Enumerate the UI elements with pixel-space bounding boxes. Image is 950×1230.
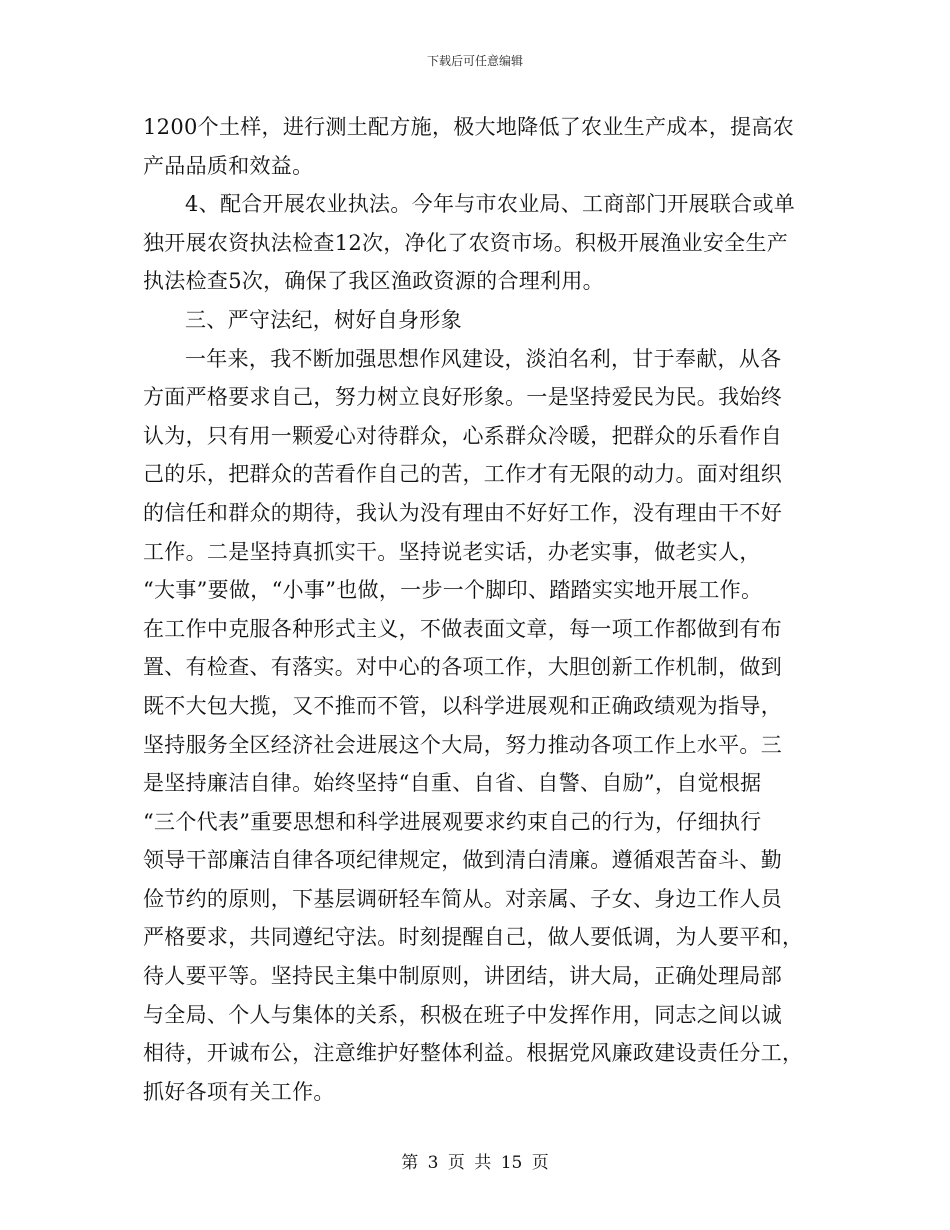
body-line: 己的乐，把群众的苦看作自己的苦，工作才有无限的动力。面对组织 bbox=[143, 462, 782, 487]
page-number-footer: 第 3 页 共 15 页 bbox=[401, 1153, 549, 1173]
body-line: 1200个土样，进行测土配方施，极大地降低了农业生产成本，提高农 bbox=[143, 115, 795, 139]
body-line: 坚持服务全区经济社会进展这个大局，努力推动各项工作上水平。三 bbox=[143, 732, 782, 757]
body-line: 领导干部廉洁自律各项纪律规定，做到清白清廉。遵循艰苦奋斗、勤 bbox=[143, 848, 782, 873]
body-line: “三个代表”重要思想和科学进展观要求约束自己的行为，仔细执行 bbox=[143, 809, 762, 834]
body-line: 方面严格要求自己，努力树立良好形象。一是坚持爱民为民。我始终 bbox=[143, 385, 782, 410]
body-line: 的信任和群众的期待，我认为没有理由不好好工作，没有理由干不好 bbox=[143, 500, 782, 525]
body-line: 与全局、个人与集体的关系，积极在班子中发挥作用，同志之间以诚 bbox=[143, 1002, 782, 1027]
body-line: 置、有检查、有落实。对中心的各项工作，大胆创新工作机制，做到 bbox=[143, 655, 782, 680]
page-header: 下载后可任意编辑 bbox=[426, 54, 523, 68]
body-line: 待人要平等。坚持民主集中制原则，讲团结，讲大局，正确处理局部 bbox=[143, 964, 782, 989]
document-body bbox=[143, 108, 811, 1111]
body-line: 产品品质和效益。 bbox=[143, 153, 314, 178]
body-line: 严格要求，共同遵纪守法。时刻提醒自己，做人要低调，为人要平和， bbox=[143, 925, 804, 950]
body-line: 相待，开诚布公，注意维护好整体利益。根据党风廉政建设责任分工， bbox=[143, 1041, 804, 1066]
body-line: 抓好各项有关工作。 bbox=[143, 1079, 335, 1104]
body-line: 在工作中克服各种形式主义，不做表面文章，每一项工作都做到有布 bbox=[143, 616, 782, 641]
body-line: “大事”要做，“小事”也做，一步一个脚印、踏踏实实地开展工作。 bbox=[143, 578, 763, 603]
body-line: 认为，只有用一颗爱心对待群众，心系群众冷暖，把群众的乐看作自 bbox=[143, 423, 782, 448]
body-line: 是坚持廉洁自律。始终坚持“自重、自省、自警、自励”，自觉根据 bbox=[143, 771, 762, 796]
paragraph-start-line: 一年来，我不断加强思想作风建设，淡泊名利，甘于奉献，从各 bbox=[185, 346, 782, 371]
body-line: 俭节约的原则，下基层调研轻车简从。对亲属、子女、身边工作人员 bbox=[143, 886, 782, 911]
section-heading: 三、严守法纪，树好自身形象 bbox=[185, 307, 462, 332]
body-line: 既不大包大揽，又不推而不管，以科学进展观和正确政绩观为指导， bbox=[143, 693, 782, 718]
paragraph-start-line: 4、配合开展农业执法。今年与市农业局、工商部门开展联合或单 bbox=[185, 192, 796, 217]
body-line: 执法检查5次，确保了我区渔政资源的合理利用。 bbox=[143, 269, 604, 294]
body-line: 工作。二是坚持真抓实干。坚持说老实话，办老实事，做老实人， bbox=[143, 539, 761, 564]
body-line: 独开展农资执法检查12次，净化了农资市场。积极开展渔业安全生产 bbox=[143, 230, 789, 255]
